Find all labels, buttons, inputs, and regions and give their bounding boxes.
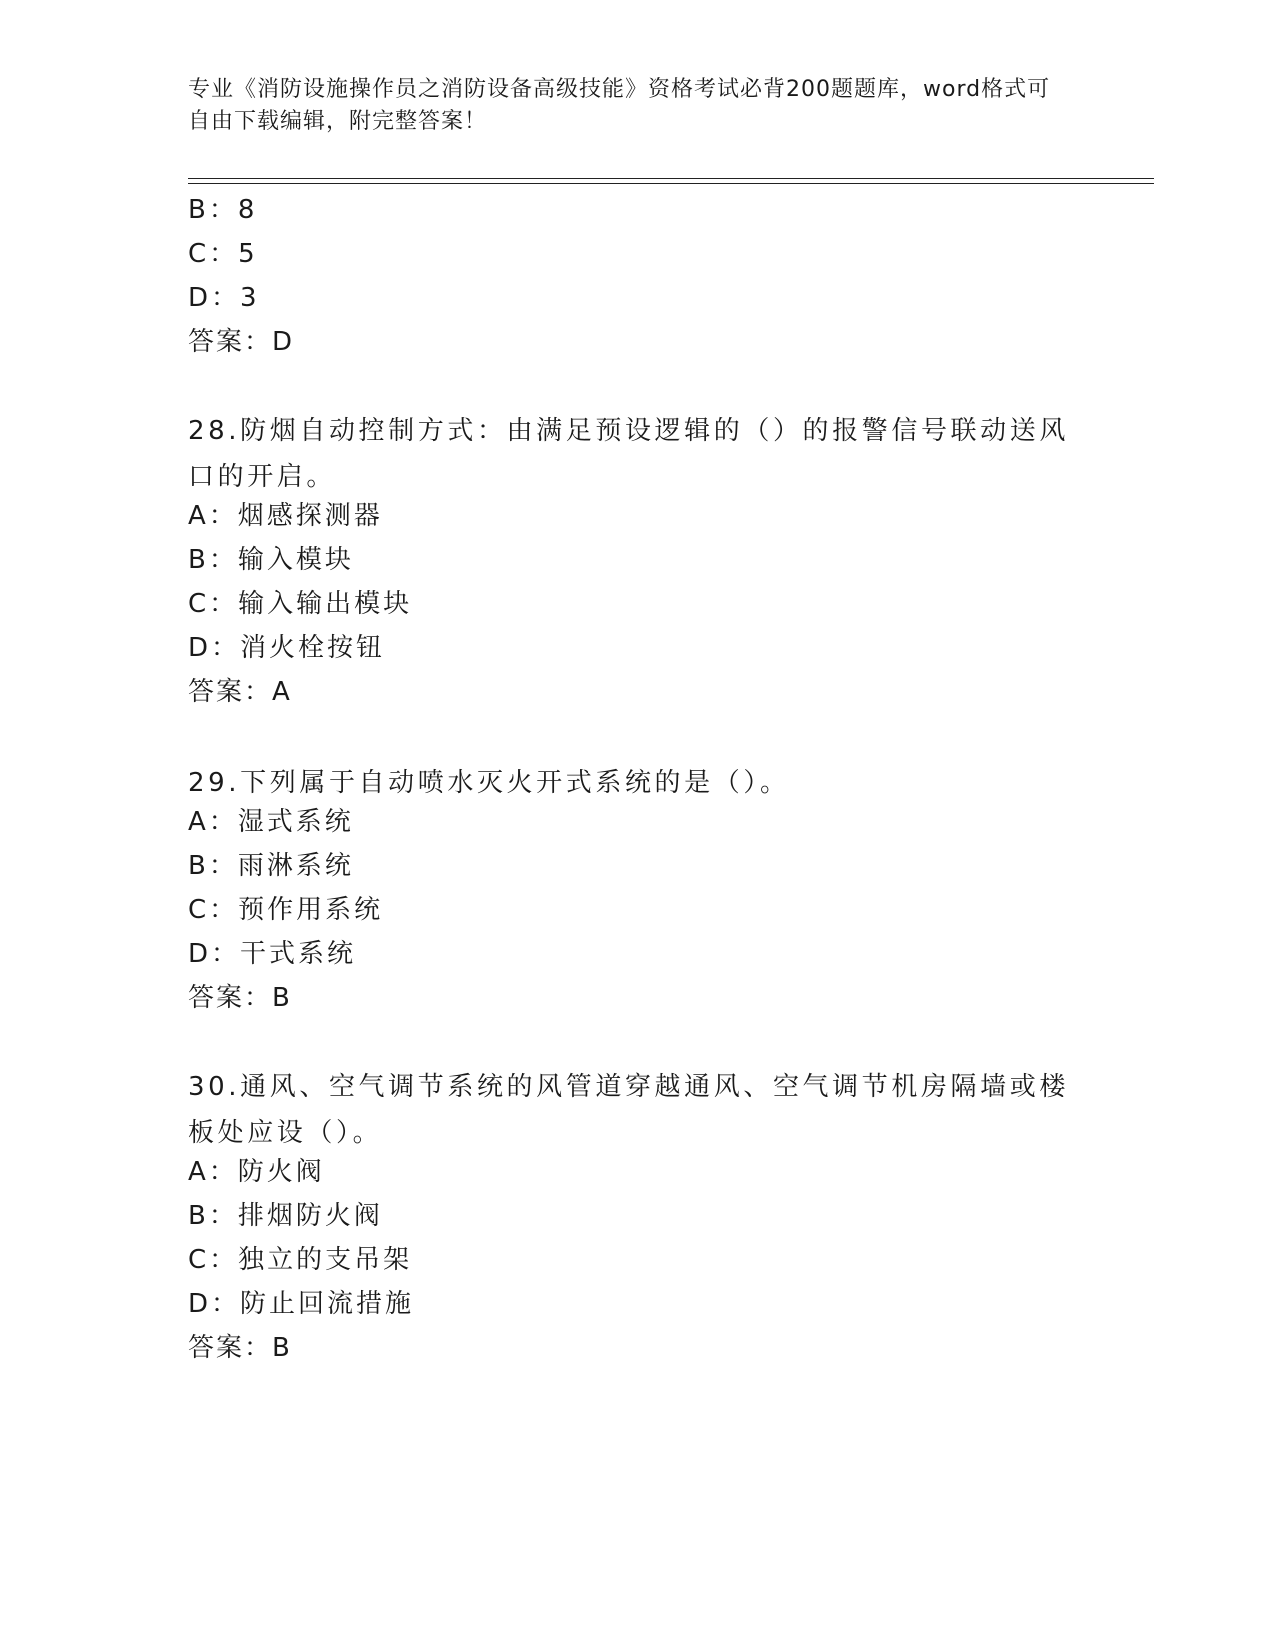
option-d: D：防止回流措施 [188, 1289, 415, 1319]
option-d: D：3 [188, 283, 260, 313]
question-stem: 29.下列属于自动喷水灭火开式系统的是（）。 [188, 768, 790, 798]
answer-line: 答案：A [188, 677, 292, 707]
option-b: B：输入模块 [188, 545, 354, 575]
question-stem: 30.通风、空气调节系统的风管道穿越通风、空气调节机房隔墙或楼板处应设（）。 [188, 1072, 1069, 1148]
answer-line: 答案：D [188, 327, 295, 357]
document-header: 专业《消防设施操作员之消防设备高级技能》资格考试必背200题题库，word格式可自由下载编辑，附完整答案！ [188, 77, 1051, 134]
option-c: C：预作用系统 [188, 895, 384, 925]
answer-line: 答案：B [188, 1333, 292, 1363]
header-divider-secondary [188, 183, 1154, 184]
option-b: B：排烟防火阀 [188, 1201, 383, 1231]
option-c: C：独立的支吊架 [188, 1245, 413, 1275]
option-a: A：防火阀 [188, 1157, 325, 1187]
option-a: A：湿式系统 [188, 807, 354, 837]
option-d: D：消火栓按钮 [188, 633, 386, 663]
option-b: B：8 [188, 195, 258, 225]
option-c: C：5 [188, 239, 258, 269]
question-stem: 28.防烟自动控制方式：由满足预设逻辑的（）的报警信号联动送风口的开启。 [188, 416, 1069, 492]
header-divider [188, 178, 1154, 179]
option-b: B：雨淋系统 [188, 851, 354, 881]
answer-line: 答案：B [188, 983, 292, 1013]
option-c: C：输入输出模块 [188, 589, 413, 619]
option-a: A：烟感探测器 [188, 501, 383, 531]
option-d: D：干式系统 [188, 939, 357, 969]
